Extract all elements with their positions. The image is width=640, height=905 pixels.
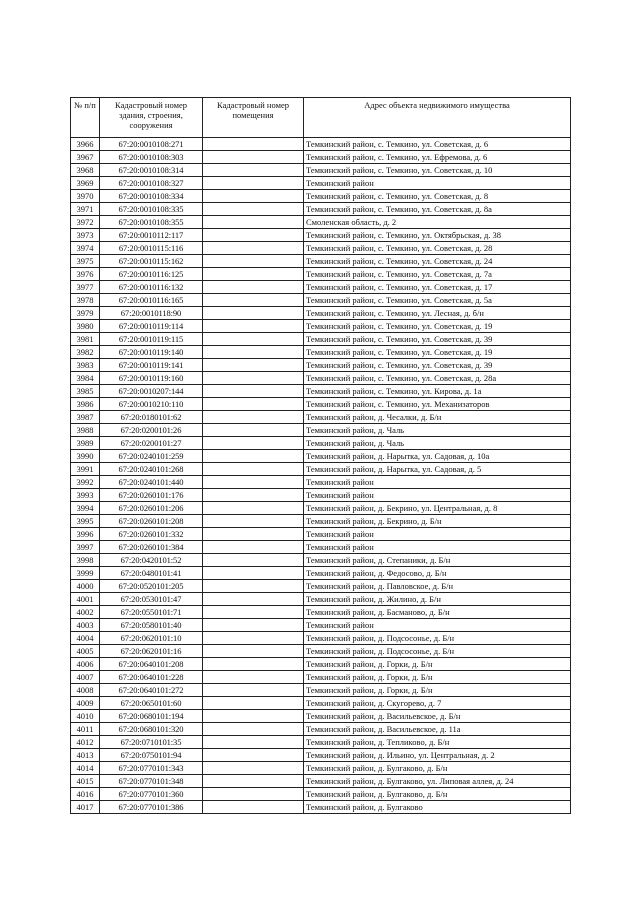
- table-row: [71, 255, 571, 268]
- row-number: 3999: [71, 567, 100, 580]
- room-cadastral-number: [203, 281, 304, 294]
- table-row: [71, 333, 571, 346]
- table-row: [71, 190, 571, 203]
- row-number: 3995: [71, 515, 100, 528]
- property-address: Темкинский район, д. Жилино, д. Б/н: [304, 593, 571, 606]
- property-address: Темкинский район, с. Темкино, ул. Советская, д. 5а: [304, 294, 571, 307]
- property-address: Темкинский район, д. Чесалки, д. Б/н: [304, 411, 571, 424]
- building-cadastral-number: 67:20:0770101:386: [100, 801, 203, 814]
- building-cadastral-number: 67:20:0200101:27: [100, 437, 203, 450]
- row-number: 3982: [71, 346, 100, 359]
- property-address: Темкинский район, д. Васильевское, д. 11а: [304, 723, 571, 736]
- building-cadastral-number: 67:20:0260101:332: [100, 528, 203, 541]
- row-number: 3990: [71, 450, 100, 463]
- row-number: 3974: [71, 242, 100, 255]
- table-row: [71, 346, 571, 359]
- room-cadastral-number: [203, 346, 304, 359]
- building-cadastral-number: 67:20:0010119:160: [100, 372, 203, 385]
- row-number: 4000: [71, 580, 100, 593]
- table-row: [71, 177, 571, 190]
- header-row: [71, 98, 571, 138]
- row-number: 3981: [71, 333, 100, 346]
- room-cadastral-number: [203, 775, 304, 788]
- row-number: 3991: [71, 463, 100, 476]
- room-cadastral-number: [203, 502, 304, 515]
- row-number: 3969: [71, 177, 100, 190]
- table-row: [71, 697, 571, 710]
- building-cadastral-number: 67:20:0010116:132: [100, 281, 203, 294]
- room-cadastral-number: [203, 697, 304, 710]
- building-cadastral-number: 67:20:0010210:110: [100, 398, 203, 411]
- table-row: [71, 164, 571, 177]
- row-number: 3987: [71, 411, 100, 424]
- property-address: Темкинский район, с. Темкино, ул. Ефремова, д. 6: [304, 151, 571, 164]
- building-cadastral-number: 67:20:0550101:71: [100, 606, 203, 619]
- building-cadastral-number: 67:20:0010119:141: [100, 359, 203, 372]
- building-cadastral-number: 67:20:0710101:35: [100, 736, 203, 749]
- table-row: [71, 632, 571, 645]
- room-cadastral-number: [203, 138, 304, 151]
- room-cadastral-number: [203, 567, 304, 580]
- property-address: Темкинский район, д. Горки, д. Б/н: [304, 671, 571, 684]
- property-address: Темкинский район, с. Темкино, ул. Советская, д. 39: [304, 359, 571, 372]
- building-cadastral-number: 67:20:0180101:62: [100, 411, 203, 424]
- table-row: [71, 489, 571, 502]
- table-row: [71, 723, 571, 736]
- property-address: Темкинский район, с. Темкино, ул. Советская, д. 10: [304, 164, 571, 177]
- property-address: Темкинский район, д. Горки, д. Б/н: [304, 684, 571, 697]
- table-row: [71, 151, 571, 164]
- row-number: 3966: [71, 138, 100, 151]
- row-number: 4017: [71, 801, 100, 814]
- building-cadastral-number: 67:20:0260101:176: [100, 489, 203, 502]
- building-cadastral-number: 67:20:0010108:327: [100, 177, 203, 190]
- property-address: Темкинский район, с. Темкино, ул. Советская, д. 19: [304, 346, 571, 359]
- building-cadastral-number: 67:20:0010116:125: [100, 268, 203, 281]
- table-row: [71, 203, 571, 216]
- table-row: [71, 528, 571, 541]
- row-number: 3993: [71, 489, 100, 502]
- row-number: 4004: [71, 632, 100, 645]
- table-row: [71, 372, 571, 385]
- building-cadastral-number: 67:20:0010207:144: [100, 385, 203, 398]
- property-address: Темкинский район, д. Чаль: [304, 424, 571, 437]
- header-room-cadastral: Кадастровый номер помещения: [203, 98, 304, 138]
- table-row: [71, 788, 571, 801]
- table-row: [71, 229, 571, 242]
- room-cadastral-number: [203, 632, 304, 645]
- row-number: 3998: [71, 554, 100, 567]
- building-cadastral-number: 67:20:0010119:140: [100, 346, 203, 359]
- property-address: Темкинский район: [304, 541, 571, 554]
- room-cadastral-number: [203, 671, 304, 684]
- row-number: 3996: [71, 528, 100, 541]
- row-number: 4005: [71, 645, 100, 658]
- room-cadastral-number: [203, 749, 304, 762]
- building-cadastral-number: 67:20:0640101:228: [100, 671, 203, 684]
- row-number: 3968: [71, 164, 100, 177]
- property-address: Темкинский район, д. Подсосонье, д. Б/н: [304, 645, 571, 658]
- building-cadastral-number: 67:20:0260101:208: [100, 515, 203, 528]
- room-cadastral-number: [203, 515, 304, 528]
- property-address: Темкинский район, с. Темкино, ул. Лесная, д. б/н: [304, 307, 571, 320]
- building-cadastral-number: 67:20:0010119:115: [100, 333, 203, 346]
- building-cadastral-number: 67:20:0620101:10: [100, 632, 203, 645]
- building-cadastral-number: 67:20:0240101:268: [100, 463, 203, 476]
- row-number: 4001: [71, 593, 100, 606]
- property-address: Темкинский район, д. Павловское, д. Б/н: [304, 580, 571, 593]
- room-cadastral-number: [203, 242, 304, 255]
- row-number: 3971: [71, 203, 100, 216]
- table-row: [71, 762, 571, 775]
- property-address: Темкинский район: [304, 528, 571, 541]
- row-number: 4015: [71, 775, 100, 788]
- property-address: Темкинский район, д. Горки, д. Б/н: [304, 658, 571, 671]
- table-row: [71, 294, 571, 307]
- property-address: Темкинский район, с. Темкино, ул. Советская, д. 7а: [304, 268, 571, 281]
- room-cadastral-number: [203, 216, 304, 229]
- row-number: 3976: [71, 268, 100, 281]
- property-address: Темкинский район, д. Басманово, д. Б/н: [304, 606, 571, 619]
- property-address: Темкинский район, д. Нарытка, ул. Садовая, д. 10а: [304, 450, 571, 463]
- room-cadastral-number: [203, 593, 304, 606]
- property-address: Темкинский район, с. Темкино, ул. Октябрьская, д. 38: [304, 229, 571, 242]
- row-number: 3994: [71, 502, 100, 515]
- property-address: Темкинский район, д. Ильино, ул. Центральная, д. 2: [304, 749, 571, 762]
- room-cadastral-number: [203, 736, 304, 749]
- room-cadastral-number: [203, 684, 304, 697]
- building-cadastral-number: 67:20:0680101:320: [100, 723, 203, 736]
- row-number: 4010: [71, 710, 100, 723]
- room-cadastral-number: [203, 788, 304, 801]
- building-cadastral-number: 67:20:0010108:314: [100, 164, 203, 177]
- building-cadastral-number: 67:20:0530101:47: [100, 593, 203, 606]
- room-cadastral-number: [203, 333, 304, 346]
- table-row: [71, 242, 571, 255]
- room-cadastral-number: [203, 398, 304, 411]
- table-row: [71, 658, 571, 671]
- row-number: 3972: [71, 216, 100, 229]
- room-cadastral-number: [203, 164, 304, 177]
- building-cadastral-number: 67:20:0650101:60: [100, 697, 203, 710]
- property-address: Темкинский район, д. Булгаково, д. Б/н: [304, 788, 571, 801]
- table-row: [71, 268, 571, 281]
- building-cadastral-number: 67:20:0770101:343: [100, 762, 203, 775]
- row-number: 4006: [71, 658, 100, 671]
- row-number: 4003: [71, 619, 100, 632]
- room-cadastral-number: [203, 528, 304, 541]
- table-row: [71, 463, 571, 476]
- building-cadastral-number: 67:20:0010108:334: [100, 190, 203, 203]
- room-cadastral-number: [203, 450, 304, 463]
- room-cadastral-number: [203, 476, 304, 489]
- header-address: Адрес объекта недвижимого имущества: [304, 98, 571, 138]
- table-row: [71, 541, 571, 554]
- room-cadastral-number: [203, 801, 304, 814]
- building-cadastral-number: 67:20:0580101:40: [100, 619, 203, 632]
- building-cadastral-number: 67:20:0010108:271: [100, 138, 203, 151]
- building-cadastral-number: 67:20:0240101:259: [100, 450, 203, 463]
- property-address: Темкинский район, с. Темкино, ул. Кирова, д. 1а: [304, 385, 571, 398]
- property-address: Темкинский район, д. Булгаково: [304, 801, 571, 814]
- room-cadastral-number: [203, 411, 304, 424]
- table-row: [71, 710, 571, 723]
- table-row: [71, 476, 571, 489]
- building-cadastral-number: 67:20:0010115:162: [100, 255, 203, 268]
- building-cadastral-number: 67:20:0010108:303: [100, 151, 203, 164]
- property-address: Темкинский район: [304, 489, 571, 502]
- building-cadastral-number: 67:20:0620101:16: [100, 645, 203, 658]
- building-cadastral-number: 67:20:0260101:384: [100, 541, 203, 554]
- table-row: [71, 398, 571, 411]
- row-number: 3970: [71, 190, 100, 203]
- registry-sheet: [70, 97, 570, 814]
- table-row: [71, 684, 571, 697]
- building-cadastral-number: 67:20:0260101:206: [100, 502, 203, 515]
- row-number: 3975: [71, 255, 100, 268]
- building-cadastral-number: 67:20:0420101:52: [100, 554, 203, 567]
- table-row: [71, 801, 571, 814]
- property-address: Темкинский район, д. Степаники, д. Б/н: [304, 554, 571, 567]
- property-address: Смоленская область, д. 2: [304, 216, 571, 229]
- room-cadastral-number: [203, 437, 304, 450]
- property-address: Темкинский район, с. Темкино, ул. Советская, д. 39: [304, 333, 571, 346]
- table-row: [71, 281, 571, 294]
- room-cadastral-number: [203, 294, 304, 307]
- building-cadastral-number: 67:20:0520101:205: [100, 580, 203, 593]
- property-address: Темкинский район, д. Булгаково, д. Б/н: [304, 762, 571, 775]
- row-number: 3992: [71, 476, 100, 489]
- property-address: Темкинский район, с. Темкино, ул. Советская, д. 8а: [304, 203, 571, 216]
- table-row: [71, 645, 571, 658]
- row-number: 4007: [71, 671, 100, 684]
- row-number: 3979: [71, 307, 100, 320]
- building-cadastral-number: 67:20:0480101:41: [100, 567, 203, 580]
- building-cadastral-number: 67:20:0010115:116: [100, 242, 203, 255]
- table-row: [71, 437, 571, 450]
- table-row: [71, 554, 571, 567]
- row-number: 3983: [71, 359, 100, 372]
- room-cadastral-number: [203, 619, 304, 632]
- table-row: [71, 593, 571, 606]
- building-cadastral-number: 67:20:0750101:94: [100, 749, 203, 762]
- property-address: Темкинский район, д. Бекрино, ул. Центральная, д. 8: [304, 502, 571, 515]
- table-row: [71, 320, 571, 333]
- property-address: Темкинский район, с. Темкино, ул. Механизаторов: [304, 398, 571, 411]
- building-cadastral-number: 67:20:0010112:117: [100, 229, 203, 242]
- room-cadastral-number: [203, 320, 304, 333]
- property-address: Темкинский район, д. Федосово, д. Б/н: [304, 567, 571, 580]
- property-address: Темкинский район, с. Темкино, ул. Советская, д. 19: [304, 320, 571, 333]
- table-row: [71, 450, 571, 463]
- building-cadastral-number: 67:20:0010116:165: [100, 294, 203, 307]
- table-row: [71, 619, 571, 632]
- property-address: Темкинский район, с. Темкино, ул. Советская, д. 8: [304, 190, 571, 203]
- room-cadastral-number: [203, 658, 304, 671]
- room-cadastral-number: [203, 307, 304, 320]
- property-address: Темкинский район: [304, 177, 571, 190]
- table-row: [71, 307, 571, 320]
- property-address: Темкинский район: [304, 476, 571, 489]
- table-row: [71, 736, 571, 749]
- table-row: [71, 606, 571, 619]
- property-address: Темкинский район, с. Темкино, ул. Советская, д. 28: [304, 242, 571, 255]
- header-building-cadastral: Кадастровый номер здания, строения, сооружения: [100, 98, 203, 138]
- row-number: 4012: [71, 736, 100, 749]
- property-address: Темкинский район, д. Васильевское, д. Б/н: [304, 710, 571, 723]
- property-address: Темкинский район, д. Тепликово, д. Б/н: [304, 736, 571, 749]
- building-cadastral-number: 67:20:0240101:440: [100, 476, 203, 489]
- room-cadastral-number: [203, 203, 304, 216]
- property-address: Темкинский район, д. Бекрино, д. Б/н: [304, 515, 571, 528]
- room-cadastral-number: [203, 762, 304, 775]
- table-row: [71, 671, 571, 684]
- property-address: Темкинский район, с. Темкино, ул. Советская, д. 24: [304, 255, 571, 268]
- property-table: [70, 97, 571, 814]
- row-number: 4002: [71, 606, 100, 619]
- building-cadastral-number: 67:20:0200101:26: [100, 424, 203, 437]
- room-cadastral-number: [203, 424, 304, 437]
- room-cadastral-number: [203, 385, 304, 398]
- building-cadastral-number: 67:20:0770101:360: [100, 788, 203, 801]
- row-number: 3997: [71, 541, 100, 554]
- table-row: [71, 567, 571, 580]
- room-cadastral-number: [203, 372, 304, 385]
- row-number: 3989: [71, 437, 100, 450]
- row-number: 4016: [71, 788, 100, 801]
- table-row: [71, 502, 571, 515]
- row-number: 4014: [71, 762, 100, 775]
- room-cadastral-number: [203, 151, 304, 164]
- room-cadastral-number: [203, 723, 304, 736]
- building-cadastral-number: 67:20:0770101:348: [100, 775, 203, 788]
- room-cadastral-number: [203, 606, 304, 619]
- property-address: Темкинский район, с. Темкино, ул. Советская, д. 17: [304, 281, 571, 294]
- room-cadastral-number: [203, 463, 304, 476]
- room-cadastral-number: [203, 554, 304, 567]
- building-cadastral-number: 67:20:0640101:208: [100, 658, 203, 671]
- table-row: [71, 411, 571, 424]
- property-address: Темкинский район, с. Темкино, ул. Советская, д. 28а: [304, 372, 571, 385]
- room-cadastral-number: [203, 255, 304, 268]
- table-row: [71, 138, 571, 151]
- table-body: [71, 138, 571, 814]
- row-number: 3978: [71, 294, 100, 307]
- property-address: Темкинский район, д. Булгаково, ул. Липовая аллея, д. 24: [304, 775, 571, 788]
- row-number: 3985: [71, 385, 100, 398]
- table-row: [71, 580, 571, 593]
- room-cadastral-number: [203, 190, 304, 203]
- property-address: Темкинский район: [304, 619, 571, 632]
- table-row: [71, 359, 571, 372]
- row-number: 3980: [71, 320, 100, 333]
- row-number: 4008: [71, 684, 100, 697]
- building-cadastral-number: 67:20:0010108:355: [100, 216, 203, 229]
- table-row: [71, 775, 571, 788]
- room-cadastral-number: [203, 177, 304, 190]
- row-number: 3986: [71, 398, 100, 411]
- building-cadastral-number: 67:20:0010119:114: [100, 320, 203, 333]
- table-header: [71, 98, 571, 138]
- property-address: Темкинский район, д. Скугорево, д. 7: [304, 697, 571, 710]
- building-cadastral-number: 67:20:0010118:90: [100, 307, 203, 320]
- room-cadastral-number: [203, 268, 304, 281]
- table-row: [71, 749, 571, 762]
- row-number: 4013: [71, 749, 100, 762]
- row-number: 3984: [71, 372, 100, 385]
- room-cadastral-number: [203, 580, 304, 593]
- property-address: Темкинский район, д. Подсосонье, д. Б/н: [304, 632, 571, 645]
- table-row: [71, 216, 571, 229]
- property-address: Темкинский район, с. Темкино, ул. Советская, д. 6: [304, 138, 571, 151]
- room-cadastral-number: [203, 229, 304, 242]
- row-number: 3977: [71, 281, 100, 294]
- row-number: 3973: [71, 229, 100, 242]
- row-number: 4011: [71, 723, 100, 736]
- property-address: Темкинский район, д. Чаль: [304, 437, 571, 450]
- room-cadastral-number: [203, 645, 304, 658]
- table-row: [71, 515, 571, 528]
- building-cadastral-number: 67:20:0640101:272: [100, 684, 203, 697]
- room-cadastral-number: [203, 710, 304, 723]
- room-cadastral-number: [203, 541, 304, 554]
- building-cadastral-number: 67:20:0010108:335: [100, 203, 203, 216]
- row-number: 4009: [71, 697, 100, 710]
- row-number: 3988: [71, 424, 100, 437]
- table-row: [71, 424, 571, 437]
- table-row: [71, 385, 571, 398]
- row-number: 3967: [71, 151, 100, 164]
- property-address: Темкинский район, д. Нарытка, ул. Садовая, д. 5: [304, 463, 571, 476]
- header-num: № п/п: [71, 98, 100, 138]
- room-cadastral-number: [203, 359, 304, 372]
- room-cadastral-number: [203, 489, 304, 502]
- building-cadastral-number: 67:20:0680101:194: [100, 710, 203, 723]
